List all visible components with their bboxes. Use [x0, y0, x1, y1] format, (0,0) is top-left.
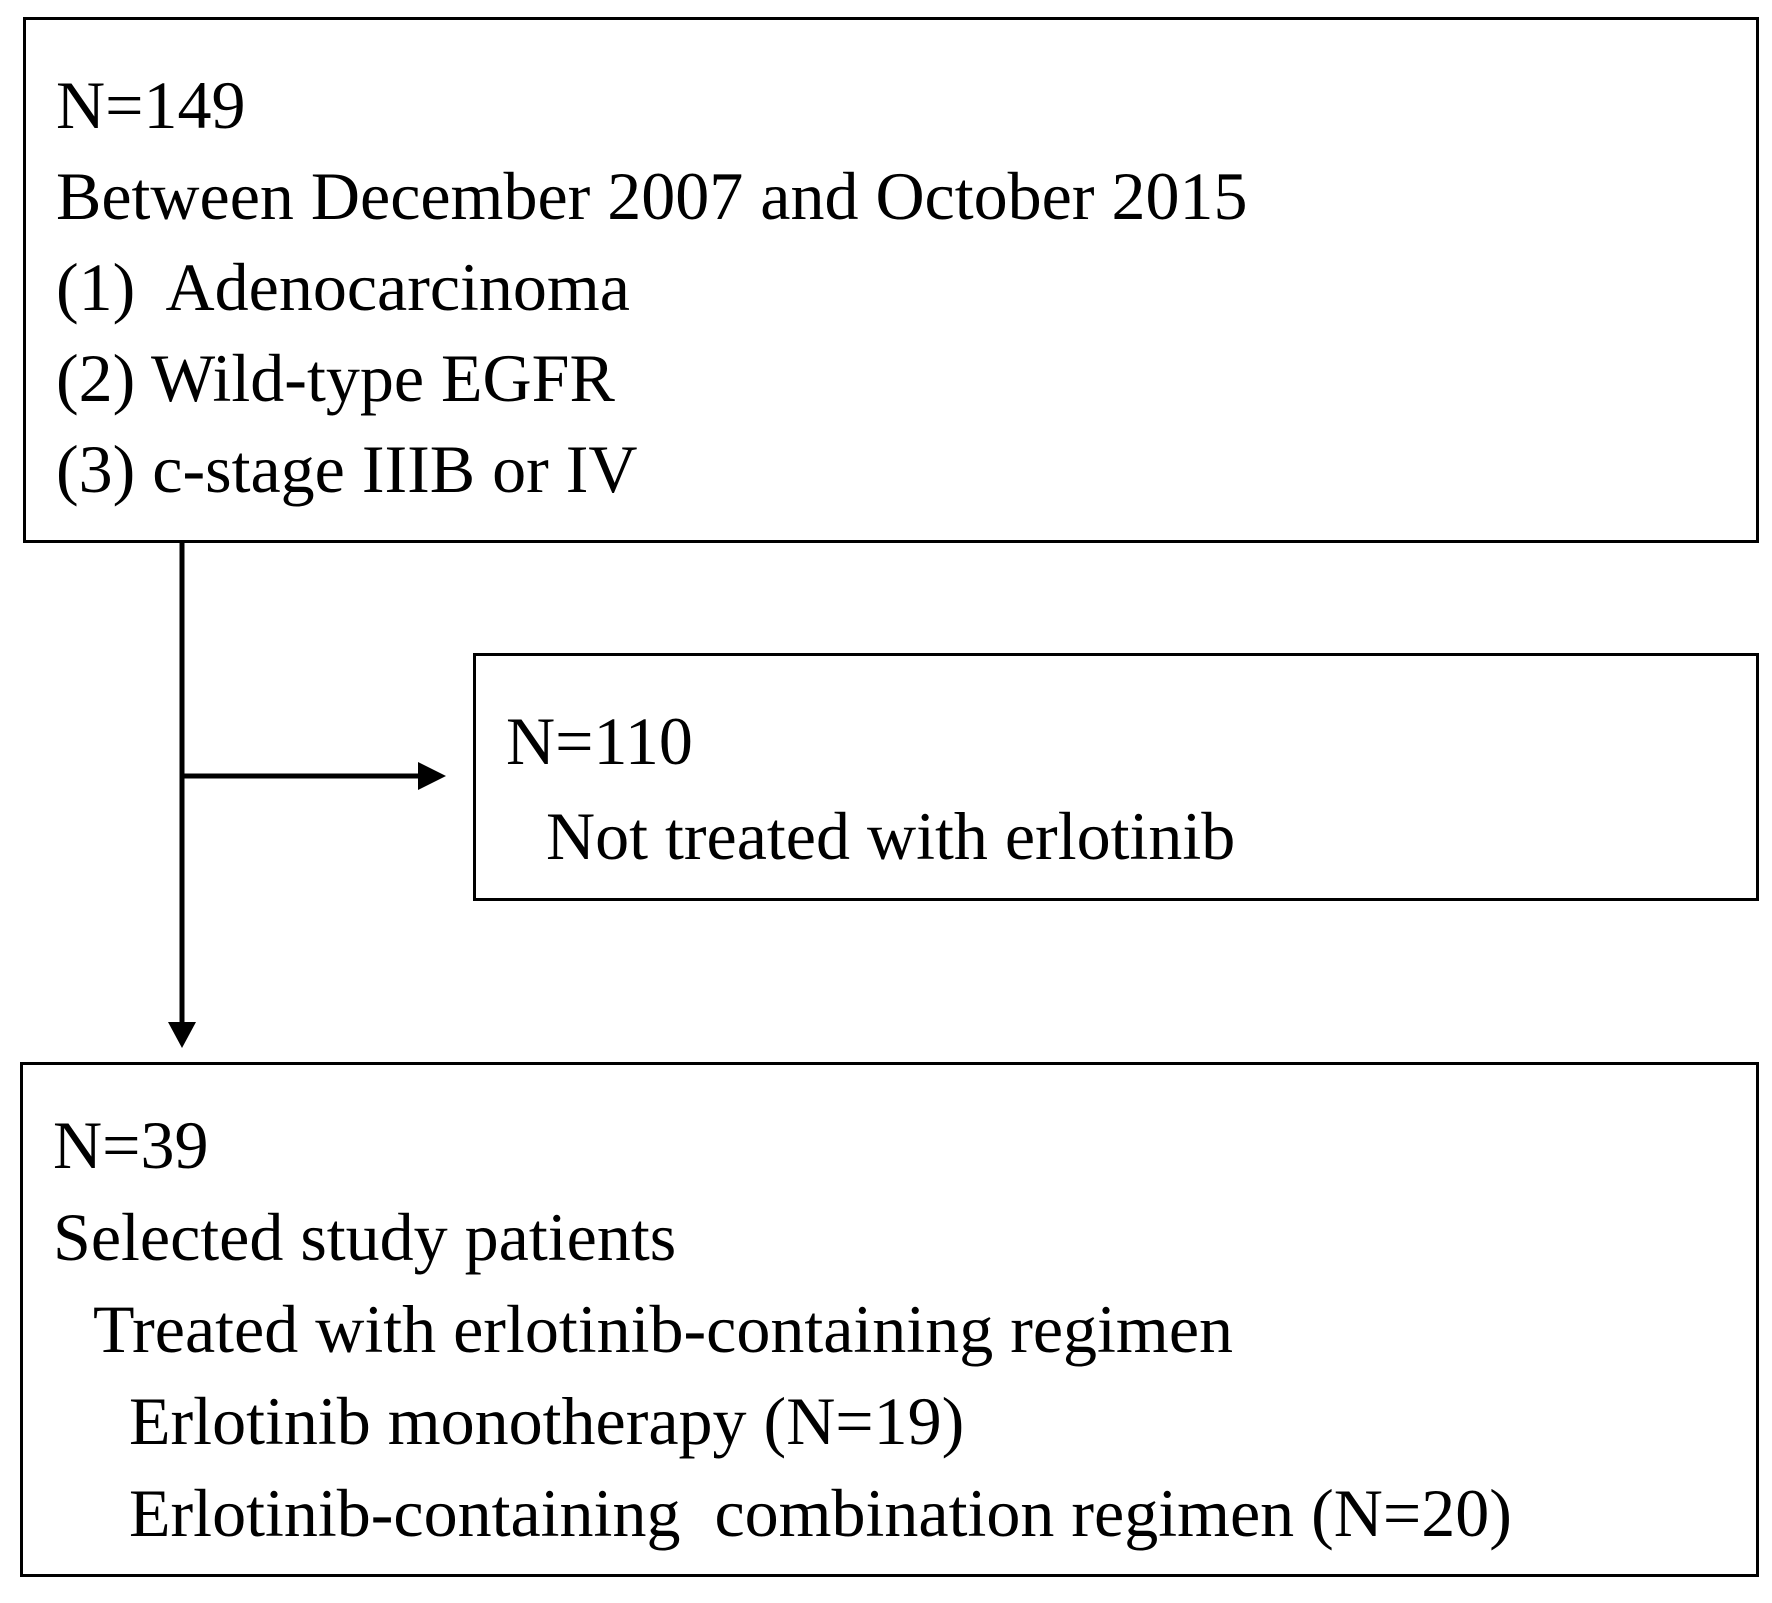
right-arrowhead — [418, 762, 446, 790]
combination-subgroup: Erlotinib-containing combination regimen (N=20) — [129, 1475, 1512, 1551]
monotherapy-subgroup: Erlotinib monotherapy (N=19) — [129, 1383, 965, 1459]
selected-count: N=39 — [53, 1107, 209, 1183]
excluded-box — [473, 653, 1759, 901]
total-count: N=149 — [56, 67, 246, 143]
excluded-count: N=110 — [506, 703, 693, 779]
down-arrowhead — [168, 1022, 196, 1048]
selected-label: Selected study patients — [53, 1199, 677, 1275]
treatment-description: Treated with erlotinib-containing regimen — [93, 1291, 1233, 1367]
date-range: Between December 2007 and October 2015 — [56, 158, 1248, 234]
excluded-reason: Not treated with erlotinib — [546, 798, 1236, 874]
eligibility-box — [23, 17, 1759, 543]
selected-box — [20, 1062, 1759, 1577]
criterion-1: (1) Adenocarcinoma — [56, 249, 630, 325]
criterion-3: (3) c-stage IIIB or IV — [56, 431, 638, 507]
criterion-2: (2) Wild-type EGFR — [56, 340, 615, 416]
